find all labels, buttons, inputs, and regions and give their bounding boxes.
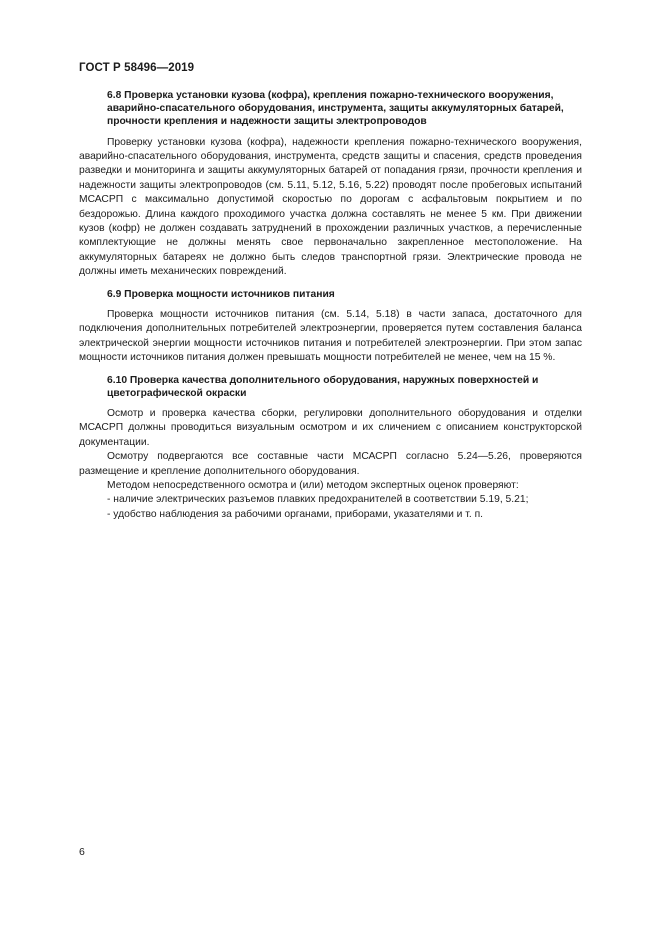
section-heading: 6.10 Проверка качества дополнительного оборудования, наружных поверхностей и цветографической окраски	[107, 374, 539, 399]
paragraph: Проверку установки кузова (кофра), надежности крепления пожарно-технического вооружения, аварийно-спасательного оборудования, инструмента, средств защиты и спасения, средств проведения разведки и мониторинга и защиты аккумуляторных батарей от попадания грязи, прочности крепления и надежности защиты электропроводов (см. 5.11, 5.12, 5.16, 5.22) проводят после пробеговых испытаний МСАСРП с максимально допустимой скоростью по дорогам с асфальтовым покрытием и по бездорожью. Длина каждого проходимого участка должна составлять не менее 5 км. При движении кузов (кофр) не должен создавать затруднений в прохождении различных участков, а перечисленные комплектующие не должны менять свое первоначально закрепленное местоположение. На аккумуляторных батареях не должно быть следов транспортной грязи. Электрические провода не должны иметь механических повреждений.	[79, 136, 582, 278]
page-number: 6	[79, 846, 85, 858]
paragraph: Осмотр и проверка качества сборки, регулировки дополнительного оборудования и отделки МСАСРП должны проводиться визуальным осмотром и их сличением с описанием конструкторской документации.	[79, 407, 582, 448]
document-body	[79, 89, 582, 522]
paragraph: Осмотру подвергаются все составные части МСАСРП согласно 5.24—5.26, проверяются размещение и крепление дополнительного оборудования.	[79, 451, 582, 477]
standard-header: ГОСТ Р 58496—2019	[79, 62, 195, 74]
section-6-9	[79, 288, 582, 366]
list-item: - удобство наблюдения за рабочими органами, приборами, указателями и т. п.	[107, 508, 484, 520]
list-item: - наличие электрических разъемов плавких предохранителей в соответствии 5.19, 5.21;	[107, 494, 529, 506]
section-heading: 6.8 Проверка установки кузова (кофра), крепления пожарно-технического вооружения, аварийно-спасательного оборудования, инструмента, защиты аккумуляторных батарей, прочности крепления и надежности защиты электропроводов	[107, 90, 564, 128]
paragraph: Методом непосредственного осмотра и (или) методом экспертных оценок проверяют:	[107, 479, 519, 491]
section-6-8	[79, 89, 582, 280]
paragraph: Проверка мощности источников питания (см. 5.14, 5.18) в части запаса, достаточного для подключения дополнительных потребителей электроэнергии, проверяется путем составления баланса электрической энергии мощности источников питания и потребителей электроэнергии. При этом запас мощности источников питания должен превышать мощности потребителей не менее, чем на 15 %.	[79, 308, 582, 364]
section-6-10	[79, 374, 582, 523]
section-heading: 6.9 Проверка мощности источников питания	[107, 288, 335, 300]
